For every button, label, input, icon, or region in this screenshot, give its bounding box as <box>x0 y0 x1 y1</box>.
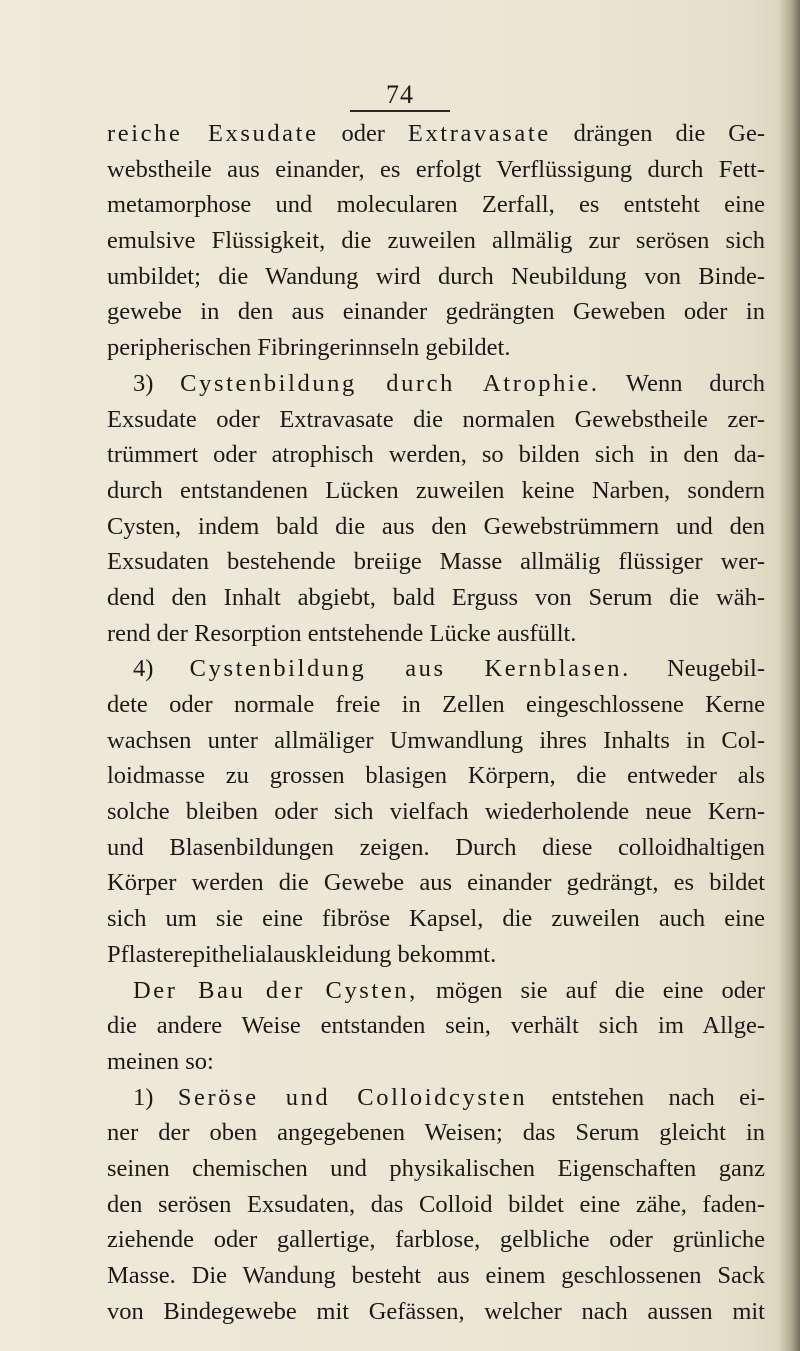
text-segment: ziehende oder gallertige, farblose, gelbliche oder grünliche <box>107 1226 765 1254</box>
spaced-heading-text: Cystenbildung durch Atrophie. <box>180 369 600 397</box>
text-segment: Masse. Die Wandung besteht aus einem geschlossenen Sack <box>107 1262 765 1289</box>
text-segment: 3) <box>133 369 181 397</box>
text-segment: Cysten, indem bald die aus den Gewebstrümmern und den <box>107 512 765 540</box>
text-line <box>107 1151 765 1187</box>
text-segment: rend der Resorption entstehende Lücke ausfüllt. <box>107 619 577 647</box>
page-number-text: 74 <box>386 80 414 109</box>
text-segment: meinen so: <box>107 1047 214 1075</box>
spaced-heading-text: Cystenbildung aus Kernblasen. <box>189 655 631 683</box>
text-segment: 1) <box>133 1083 178 1111</box>
text-segment: von Bindegewebe mit Gefässen, welcher nach aussen mit <box>107 1297 765 1325</box>
text-line <box>107 223 765 259</box>
body-text <box>107 116 765 1329</box>
text-segment: oder <box>318 120 408 147</box>
spaced-heading-text: reiche <box>107 120 208 147</box>
text-line <box>107 651 765 687</box>
text-segment: wachsen unter allmäliger Umwandlung ihres Inhalts in Col- <box>107 726 765 754</box>
text-line <box>107 473 765 509</box>
page-number-rule <box>350 110 450 112</box>
text-line <box>107 1115 765 1151</box>
text-line <box>107 437 765 473</box>
text-line <box>107 1258 765 1294</box>
text-segment: 4) <box>133 655 190 683</box>
text-segment: Wenn durch <box>599 369 765 397</box>
text-segment: Neugebil- <box>630 655 765 683</box>
text-line <box>107 758 765 794</box>
text-line <box>107 901 765 937</box>
text-line <box>107 1187 765 1223</box>
text-segment: peripherischen Fibringerinnseln gebildet. <box>107 334 511 362</box>
page-number <box>0 80 800 112</box>
text-line <box>107 402 765 438</box>
text-segment: trümmert oder atrophisch werden, so bilden sich in den da- <box>107 441 765 469</box>
text-segment: die andere Weise entstanden sein, verhält sich im Allge- <box>107 1012 765 1040</box>
text-segment: dend den Inhalt abgiebt, bald Erguss von Serum die wäh- <box>107 583 765 611</box>
text-segment: sich um sie eine fibröse Kapsel, die zuweilen auch eine <box>107 905 765 933</box>
text-segment: webstheile aus einander, es erfolgt Verflüssigung durch Fett- <box>107 155 765 183</box>
page-edge-shadow <box>778 0 800 1351</box>
text-line <box>107 937 765 973</box>
text-line <box>107 616 765 652</box>
text-segment: mögen sie auf die eine oder <box>417 976 765 1004</box>
text-line <box>107 116 765 152</box>
text-line <box>107 1008 765 1044</box>
text-line <box>107 830 765 866</box>
text-line <box>107 723 765 759</box>
spaced-heading-text: Exsudate <box>207 120 319 147</box>
text-segment: umbildet; die Wandung wird durch Neubildung von Binde- <box>107 262 765 290</box>
text-segment: den serösen Exsudaten, das Colloid bildet eine zähe, faden- <box>107 1190 765 1218</box>
text-line <box>107 1222 765 1258</box>
text-segment: solche bleiben oder sich vielfach wiederholende neue Kern- <box>107 798 765 826</box>
text-line <box>107 366 765 402</box>
text-segment: Pflasterepithelialauskleidung bekommt. <box>107 940 497 968</box>
text-line <box>107 152 765 188</box>
spaced-heading-text: Der Bau der Cysten, <box>133 976 418 1004</box>
text-line <box>107 687 765 723</box>
spaced-heading-text: Extravasate <box>407 120 551 147</box>
spaced-heading-text: Seröse und Colloidcysten <box>177 1083 528 1111</box>
text-segment: emulsive Flüssigkeit, die zuweilen allmälig zur serösen sich <box>107 227 765 255</box>
text-segment: ner der oben angegebenen Weisen; das Serum gleicht in <box>107 1119 765 1147</box>
text-segment: Körper werden die Gewebe aus einander gedrängt, es bildet <box>107 869 765 897</box>
text-line <box>107 794 765 830</box>
text-segment: drängen die Ge- <box>550 120 765 147</box>
text-line <box>107 259 765 295</box>
text-segment: metamorphose und molecularen Zerfall, es entsteht eine <box>107 191 765 219</box>
text-segment: loidmasse zu grossen blasigen Körpern, die entweder als <box>107 762 765 790</box>
text-segment: durch entstandenen Lücken zuweilen keine Narben, sondern <box>107 476 765 504</box>
text-segment: dete oder normale freie in Zellen eingeschlossene Kerne <box>107 691 765 718</box>
text-line <box>107 1080 765 1116</box>
text-line <box>107 1294 765 1330</box>
text-line <box>107 294 765 330</box>
text-line <box>107 865 765 901</box>
text-segment: seinen chemischen und physikalischen Eigenschaften ganz <box>107 1154 765 1182</box>
text-segment: Exsudate oder Extravasate die normalen Gewebstheile zer- <box>107 405 765 433</box>
text-line <box>107 973 765 1009</box>
text-line <box>107 1044 765 1080</box>
text-line <box>107 187 765 223</box>
text-line <box>107 580 765 616</box>
text-segment: und Blasenbildungen zeigen. Durch diese colloidhaltigen <box>107 833 765 861</box>
text-segment: gewebe in den aus einander gedrängten Geweben oder in <box>107 298 765 326</box>
text-line <box>107 330 765 366</box>
text-line <box>107 544 765 580</box>
text-segment: Exsudaten bestehende breiige Masse allmälig flüssiger wer- <box>107 548 765 576</box>
text-line <box>107 509 765 545</box>
text-segment: entstehen nach ei- <box>527 1083 765 1111</box>
